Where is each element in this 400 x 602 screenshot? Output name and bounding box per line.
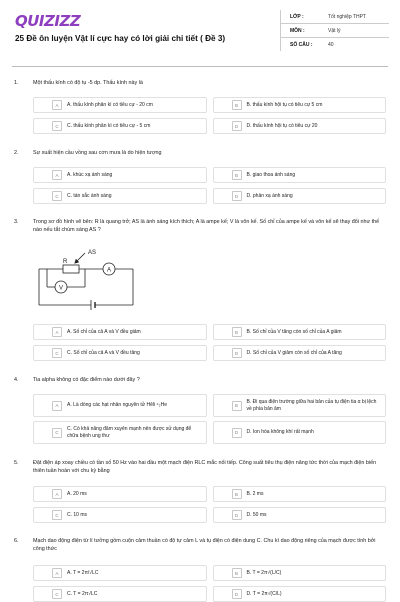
option-letter: D [232, 191, 242, 201]
option-a[interactable] [33, 486, 207, 502]
option-text: D. Số chỉ của V giảm còn số chỉ của A tăng [246, 349, 342, 356]
meta-table [280, 10, 389, 51]
option-a[interactable] [33, 394, 207, 417]
option-a[interactable] [33, 167, 207, 183]
meta-key: SỐ CÂU : [290, 41, 313, 48]
option-b[interactable] [213, 565, 387, 581]
option-letter: D [232, 589, 242, 599]
option-letter: A [52, 100, 62, 110]
question-number: 6. [14, 538, 19, 544]
question-text: Mạch dao động điện từ lí tưởng gồm cuộn cảm thuần có độ tự cảm L và tụ điện có điện dung C. Chu kì dao động riêng của mạch được tính bởi công thức [33, 538, 376, 552]
option-d[interactable] [213, 188, 387, 204]
option-text: B. 2 ms [246, 490, 264, 497]
question-2 [14, 150, 386, 210]
option-c[interactable] [33, 118, 207, 134]
option-letter: B [232, 568, 242, 578]
option-b[interactable] [213, 97, 387, 113]
option-letter: D [232, 348, 242, 358]
option-text: A. khúc xạ ánh sáng [67, 171, 113, 178]
question-4 [14, 377, 386, 452]
question-number: 4. [14, 377, 19, 383]
option-text: C. tán sắc ánh sáng [67, 192, 112, 199]
meta-row-class [281, 10, 389, 24]
option-text: D. Ion hóa không khí rất mạnh [246, 429, 314, 436]
option-text: A. T = 2π/√LC [67, 569, 99, 576]
option-text: B. Đi qua điện trường giữa hai bản của tụ điện tia α bị lệch về phía bản âm [246, 399, 377, 412]
option-letter: B [232, 100, 242, 110]
option-text: C. 10 ms [67, 511, 88, 518]
option-letter: D [232, 510, 242, 520]
question-text: Tia alpha không có đặc điểm nào dưới đây ? [33, 377, 140, 383]
option-d[interactable] [213, 345, 387, 361]
option-letter: B [232, 401, 242, 411]
option-letter: D [232, 121, 242, 131]
option-letter: C [52, 191, 62, 201]
option-d[interactable] [213, 118, 387, 134]
option-letter: B [232, 489, 242, 499]
question-text: Một thấu kính có độ tụ -5 dp. Thấu kính này là [33, 80, 143, 86]
meta-key: LỚP : [290, 13, 304, 20]
option-b[interactable] [213, 324, 387, 340]
option-letter: C [52, 428, 62, 438]
question-text: Sự xuất hiện cầu vồng sau cơn mưa là do hiện tượng [33, 150, 162, 156]
option-text: B. giao thoa ánh sáng [246, 171, 296, 178]
option-text: C. thấu kính phân kì có tiêu cự - 5 cm [67, 122, 151, 129]
meta-value: 40 [328, 41, 334, 48]
meta-key: MÔN : [290, 27, 305, 34]
option-text: D. 50 ms [246, 511, 267, 518]
option-letter: A [52, 489, 62, 499]
option-letter: A [52, 170, 62, 180]
option-text: A. thấu kính phân kì có tiêu cự - 20 cm [67, 101, 153, 108]
option-b[interactable] [213, 394, 387, 417]
option-d[interactable] [213, 421, 387, 444]
option-text: A. 20 ms [67, 490, 87, 497]
option-text: B. Số chỉ của V tăng còn số chỉ của A giảm [246, 328, 342, 335]
ammeter-label: A [106, 267, 112, 274]
question-6 [14, 538, 386, 600]
meta-value: Tốt nghiệp THPT [328, 13, 366, 20]
meta-value: Vật lý [328, 27, 341, 34]
question-number: 2. [14, 150, 19, 156]
option-a[interactable] [33, 97, 207, 113]
option-letter: C [52, 589, 62, 599]
option-b[interactable] [213, 486, 387, 502]
quizizz-logo: QUIZIZZ [15, 12, 81, 30]
question-text: Đặt điện áp xoay chiều có tần số 50 Hz vào hai đầu một mạch điện RLC mắc nối tiếp. Công suất tiêu thụ điện năng tức thời của mạch điện biến thiên tuần hoàn với chu kỳ bằng [33, 460, 377, 474]
option-a[interactable] [33, 324, 207, 340]
question-number: 1. [14, 80, 19, 86]
option-letter: A [52, 568, 62, 578]
option-text: A. Là dòng các hạt nhân nguyên tử Hêli ⁴₂He [67, 402, 167, 409]
option-text: B. thấu kính hội tụ có tiêu cự 5 cm [246, 101, 323, 108]
circuit-diagram [33, 245, 143, 315]
option-d[interactable] [213, 507, 387, 523]
option-c[interactable] [33, 345, 207, 361]
option-c[interactable] [33, 421, 207, 444]
option-letter: A [52, 327, 62, 337]
header-divider [12, 66, 388, 67]
option-text: D. thấu kính hội tụ có tiêu cự 20 [246, 122, 318, 129]
option-letter: A [52, 401, 62, 411]
question-number: 5. [14, 460, 19, 466]
option-b[interactable] [213, 167, 387, 183]
option-text: C. Số chỉ của cả A và V đều tăng [67, 349, 140, 356]
option-text: B. T = 2π√(L/C) [246, 569, 282, 576]
question-3 [14, 219, 386, 369]
light-label: AS [88, 250, 97, 256]
option-text: C. T = 2π√LC [67, 590, 98, 597]
question-5 [14, 460, 386, 530]
option-letter: B [232, 170, 242, 180]
option-text: D. phản xạ ánh sáng [246, 192, 293, 199]
option-letter: C [52, 510, 62, 520]
option-text: D. T = 2π√(C/L) [246, 590, 282, 597]
question-number: 3. [14, 219, 19, 225]
meta-row-count [281, 38, 389, 51]
meta-row-subject [281, 24, 389, 38]
question-1 [14, 80, 386, 140]
worksheet-title: 25 Đề ôn luyện Vật lí cực hay có lời giải chi tiết ( Đề 3) [15, 34, 226, 43]
option-text: A. Số chỉ của cả A và V đều giảm [67, 328, 141, 335]
option-text: C. Có khả năng đâm xuyên mạnh nên được sử dụng để chữa bệnh ung thư [67, 426, 192, 439]
option-a[interactable] [33, 565, 207, 581]
voltmeter-label: V [58, 285, 64, 292]
question-text: Trong sơ đồ hình vẽ bên: R là quang trở; AS là ánh sáng kích thích; A là ampe kế; V là vôn kế. Số chỉ của ampe kế và vôn kế sẽ thay đổi như thế nào nếu tắt chùm sáng AS ? [33, 219, 380, 233]
option-letter: B [232, 327, 242, 337]
option-c[interactable] [33, 507, 207, 523]
option-letter: D [232, 428, 242, 438]
resistor-label: R [63, 259, 68, 265]
option-letter: C [52, 121, 62, 131]
option-letter: C [52, 348, 62, 358]
option-c[interactable] [33, 188, 207, 204]
